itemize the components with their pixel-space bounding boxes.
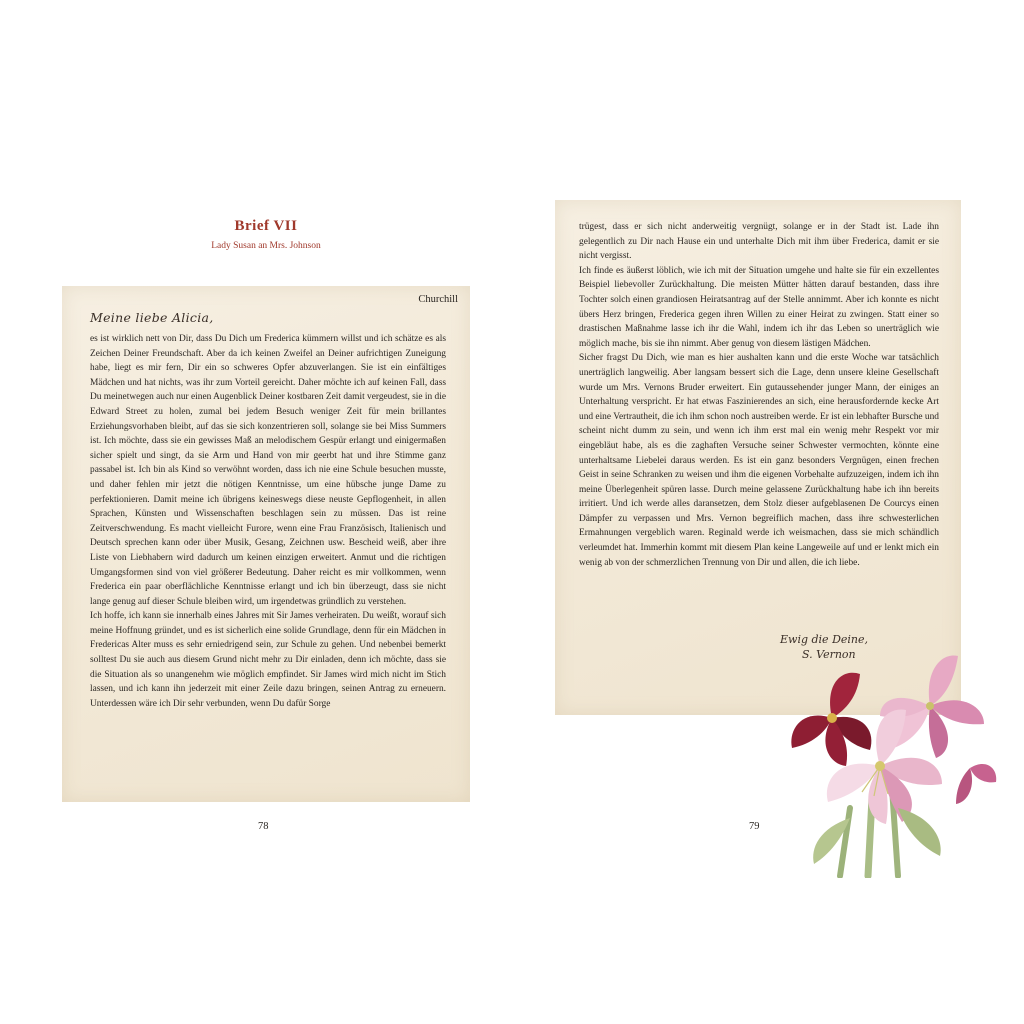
- letter-body-left: [90, 332, 446, 711]
- parchment-panel-right: [555, 200, 961, 715]
- paragraph: Sicher fragst Du Dich, wie man es hier aushalten kann und die erste Woche war tatsächlich unerträglich langweilig. Aber langsam bessert sich die Lage, denn unsere kleine Gesellschaft wurde um Mrs. Vernons Bruder erweitert. Ein gutaussehender junger Mann, der einiges an Unterhaltung verspricht. Er hat etwas Faszinierendes an sich, eine herausfordernde kecke Art und eine Vertrautheit, die ich ihm schon noch austreiben werde. Er ist ein lebhafter Bursche und scheint nicht dumm zu sein, und wenn ich ihm erst mal ein wenig mehr Respekt vor mir eingebläut habe, als es die zaghaften Versuche seiner Schwester vermochten, könnte eine unterhaltsame Liebelei daraus werden. Es ist ein ganz besonders Vergnügen, einen frechen Geist in seine Schranken zu weisen und ihm die eigenen Vorbehalte aufzuzeigen, indem ich ihn meine Überlegenheit spüren lasse. Durch meine gelassene Zurückhaltung habe ich ihn bereits irritiert. Und ich werde alles daransetzen, dem Stolz dieser aufgeblasenen De Courcys einen Dämpfer zu verpassen und Mrs. Vernon begreiflich machen, dass ihre schwesterlichen Ermahnungen vergeblich waren. Reginald werde ich weismachen, dass sie mich schändlich verleumdet hat. Immerhin kommt mit diesem Plan keine Langeweile auf und er lenkt mich ein wenig ab von der schmerzlichen Trennung von Dir und allen, die ich liebe.: [579, 353, 939, 568]
- letter-heading: [62, 216, 470, 252]
- letter-body-right: [579, 220, 939, 570]
- letter-subtitle: Lady Susan an Mrs. Johnson: [211, 241, 321, 251]
- paragraph: Ich finde es äußerst löblich, wie ich mit der Situation umgehe und halte sie für ein exzellentes Beispiel liebevoller Zurückhaltung. Die meisten Mütter hätten darauf bestanden, dass ihre Tochter solch einen grandiosen Heiratsantrag auf der Stelle annimmt. Aber ich konnte es nicht übers Herz bringen, Frederica gegen ihren Willen zu einer Heirat zu zwingen. Statt einer so drastischen Maßnahme lasse ich ihr die Wahl, indem ich ihr das Leben so unerträglich wie möglich mache, bis sie ihn nimmt. Aber genug von diesem lästigen Mädchen.: [579, 265, 939, 349]
- page-number-right: 79: [749, 821, 760, 832]
- paragraph: trügest, dass er sich nicht anderweitig vergnügt, solange er in der Stadt ist. Lade ihn gelegentlich zu Dir nach Hause ein und unterhalte Dich mit ihm über Frederica, damit er sie nicht vergisst.: [579, 222, 939, 262]
- letter-title: Brief VII: [234, 218, 298, 234]
- page-number-left: 78: [258, 821, 269, 832]
- paragraph: es ist wirklich nett von Dir, dass Du Dich um Frederica kümmern willst und ich schätze es als Zeichen Deiner Freundschaft. Aber da ich keinen Zweifel an Deiner aufrichtigen Zuneigung habe, liegt es mir fern, Dir ein so schweres Opfer abzuverlangen. Sie ist ein einfältiges Mädchen und hat nichts, was ihr zum Vorteil gereicht. Daher möchte ich auf keinen Fall, dass Du meinetwegen auch nur einen Augenblick Deiner kostbaren Zeit damit vergeudest, sie in die Edward Street zu holen, zumal bei jedem Besuch weniger Zeit für mein brillantes Erziehungsvorhaben bleibt, auf das sie sich konzentrieren soll, solange sie bei Miss Summers ist. Ich möchte, dass sie ein gewisses Maß an melodischem Gespür erlangt und einigermaßen sicher spielt und singt, da sie Arm und Hand von mir geerbt hat und ihre Stimme ganz passabel ist. Ich bin als Kind so verwöhnt worden, dass ich nie eine Schule besuchen musste, und daher fehlen mir jetzt die nötigen Kenntnisse, um eine hübsche junge Dame zu perfektionieren. Damit meine ich übrigens keineswegs diese neuste Gepflogenheit, in allen Sprachen, Künsten und Wissenschaften beschlagen sein zu müssen. Das ist reine Zeitverschwendung. Es macht vielleicht Furore, wenn eine Frau Französisch, Italienisch und Deutsch sprechen kann oder über Musik, Gesang, Zeichnen usw. Bescheid weiß, aber ihre Liste von Liebhabern wird dadurch um keinen einzigen erweitert. Anmut und die richtigen Umgangsformen sind von viel größerer Bedeutung. Daher reicht es mir vollkommen, wenn Frederica ein paar oberflächliche Kenntnisse erlangt und ich bin überzeugt, dass sie nicht lange genug auf dieser Schule bleiben wird, um irgendetwas gründlich zu verstehen.: [90, 334, 446, 607]
- paragraph: Ich hoffe, ich kann sie innerhalb eines Jahres mit Sir James verheiraten. Du weißt, worauf sich meine Hoffnung gründet, und es ist sicherlich eine solide Grundlage, denn für ein Mädchen in Fredericas Alter muss es sehr erniedrigend sein, zur Schule zu gehen. Und nebenbei bemerkt solltest Du sie auch aus diesem Grund nicht mehr zu Dir einladen, denn ich möchte, dass sie die Situation als so unangenehm wie möglich empfindet. Sir James wird mich nicht im Stich lassen, und ich kann ihn jederzeit mit einer Zeile dazu bringen, seinen Antrag zu erneuern. Unterdessen wäre ich Dir sehr verbunden, wenn Du dafür Sorge: [90, 611, 446, 709]
- amaryllis-flower-icon: [780, 648, 1004, 878]
- letter-salutation: Meine liebe Alicia,: [90, 310, 214, 325]
- letter-place: Churchill: [418, 294, 458, 305]
- parchment-panel-left: [62, 286, 470, 802]
- closing-phrase: Ewig die Deine,: [780, 633, 869, 646]
- signature: S. Vernon: [802, 648, 856, 661]
